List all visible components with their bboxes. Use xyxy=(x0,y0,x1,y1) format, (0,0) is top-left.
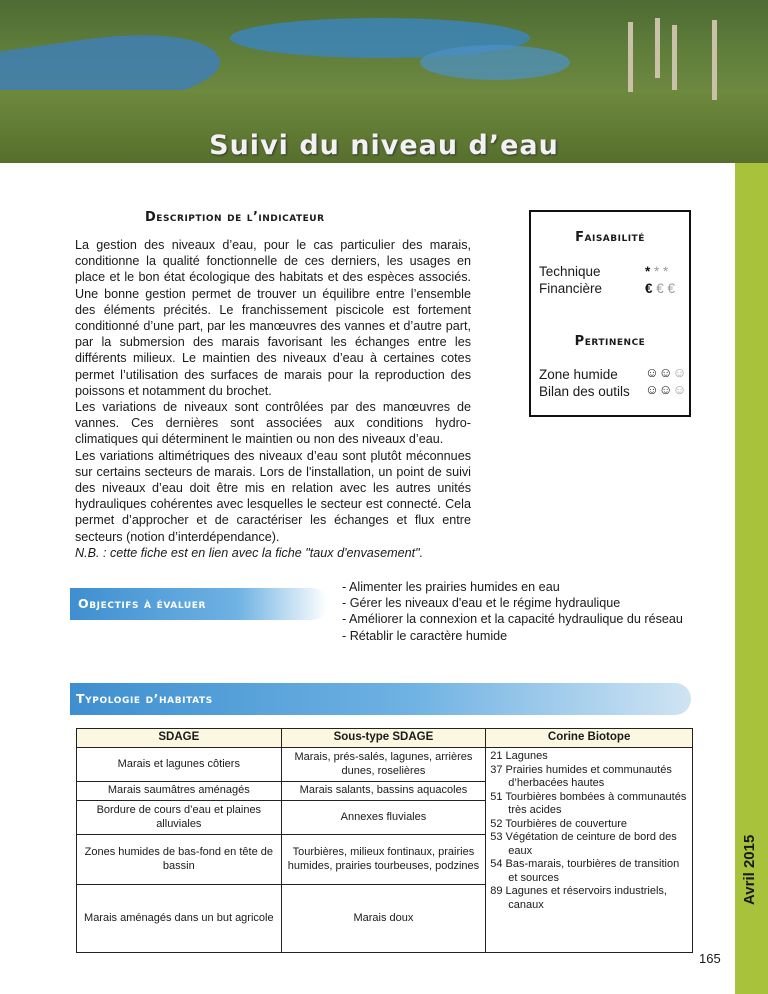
table-cell: Marais doux xyxy=(281,885,486,953)
wetland-rating xyxy=(645,365,686,380)
financial-label: Financière xyxy=(539,281,603,296)
description-paragraph: Les variations de niveaux sont contrôlées par des manœuvres de vannes. Ces dernières sont associées aux conditions hydro-climatiques qui déterminent le maintien ou non des niveaux d’eau. xyxy=(75,400,471,447)
table-cell: Marais, prés-salés, lagunes, arrières dunes, roselières xyxy=(281,748,486,782)
rating-filled: * xyxy=(645,264,651,279)
objectives-banner xyxy=(70,588,328,620)
tools-rating xyxy=(645,382,686,397)
table-cell: Marais salants, bassins aquacoles xyxy=(281,782,486,801)
page-title: Suivi du niveau d’eau xyxy=(209,130,559,161)
table-row xyxy=(77,748,693,782)
page-number: 165 xyxy=(699,951,721,966)
objective-item: - Améliorer la connexion et la capacité hydraulique du réseau xyxy=(342,612,683,627)
smiley-icon: ☺ xyxy=(672,382,687,397)
column-header: Corine Biotope xyxy=(486,729,693,748)
photo-fence-post xyxy=(628,22,633,92)
objective-item: - Rétablir le caractère humide xyxy=(342,628,508,643)
description-body xyxy=(75,237,471,561)
corine-item: 37 Prairies humides et communautés d’herbacées hautes xyxy=(490,763,672,789)
objective-item: - Alimenter les prairies humides en eau xyxy=(342,580,560,594)
side-band-date: Avril 2015 xyxy=(741,834,758,905)
relevance-heading: Pertinence xyxy=(574,334,646,349)
table-header-row xyxy=(77,729,693,748)
table-cell: Zones humides de bas-fond en tête de bassin xyxy=(77,835,282,885)
description-paragraph: Les variations altimétriques des niveaux d’eau sont plutôt méconnues sur certains secteurs de marais. Lors de l'installation, un point de suivi des niveaux d’eau doit être mis en relation avec les autres unités hydrauliques cohérentes avec lesquelles le secteur est connecté. Cela permet d’approcher et de caractériser les échanges et flux entre secteurs (notion d’interdépendance). xyxy=(75,448,471,544)
column-header: Sous-type SDAGE xyxy=(281,729,486,748)
corine-item: 21 Lagunes xyxy=(490,750,548,762)
corine-item: 89 Lagunes et réservoirs industriels, canaux xyxy=(490,885,667,911)
feasibility-heading: Faisabilité xyxy=(575,230,645,245)
objectives-list xyxy=(342,579,683,644)
table-cell: Bordure de cours d’eau et plaines alluviales xyxy=(77,801,282,835)
smiley-icon: ☺ xyxy=(672,365,687,380)
smiley-icon: ☺☺ xyxy=(645,382,673,397)
table-cell: Marais saumâtres aménagés xyxy=(77,782,282,801)
description-note: N.B. : cette fiche est en lien avec la fiche "taux d'envasement". xyxy=(75,545,424,560)
table-cell: Tourbières, milieux fontinaux, prairies humides, prairies tourbeuses, podzines xyxy=(281,835,486,885)
description-heading: Description de l’indicateur xyxy=(145,210,325,225)
corine-item: 54 Bas-marais, tourbières de transition et sources xyxy=(490,858,680,884)
habitat-table xyxy=(76,728,693,953)
technique-rating xyxy=(645,264,668,279)
photo-fence-post xyxy=(712,20,717,100)
photo-water xyxy=(420,45,570,80)
financial-rating xyxy=(645,281,675,296)
photo-fence-post xyxy=(655,18,660,78)
corine-item: 53 Végétation de ceinture de bord des eaux xyxy=(490,831,677,857)
rating-empty: * * xyxy=(650,264,669,279)
rating-filled: € xyxy=(645,281,653,296)
rating-empty: € € xyxy=(652,281,676,296)
typology-banner xyxy=(70,683,691,715)
photo-fence-post xyxy=(672,25,677,90)
table-cell: Marais aménagés dans un but agricole xyxy=(77,885,282,953)
corine-item: 51 Tourbières bombées à communautés très acides xyxy=(490,790,687,816)
typology-heading: Typologie d’habitats xyxy=(76,691,213,706)
description-paragraph: La gestion des niveaux d’eau, pour le cas particulier des marais, conditionne la qualité fonctionnelle de ces derniers, les usages en place et le bon état écologique des habitats et des espèces associés. Une bonne gestion permet de trouver un équilibre entre l’ensemble des éléments précités. Le franchissement piscicole est fortement conditionné d’une part, par les manœuvres des vannes et d’autre part, par la submersion des marais favorisant les échanges entre les différents milieux. Le maintien des niveaux d’eau à certaines cotes permet l’utilisation des surfaces de marais pour la reproduction des poissons et notamment du brochet. xyxy=(75,238,471,398)
smiley-icon: ☺☺ xyxy=(645,365,673,380)
objectives-heading: Objectifs à évaluer xyxy=(78,596,207,611)
header-photo xyxy=(0,0,768,163)
corine-list xyxy=(490,750,690,912)
technique-label: Technique xyxy=(539,264,601,279)
wetland-label: Zone humide xyxy=(539,367,618,382)
corine-item: 52 Tourbières de couverture xyxy=(490,817,628,830)
tools-label: Bilan des outils xyxy=(539,384,630,399)
objective-item: - Gérer les niveaux d'eau et le régime hydraulique xyxy=(342,596,621,611)
table-cell: Marais et lagunes côtiers xyxy=(77,748,282,782)
corine-cell xyxy=(486,748,693,953)
feasibility-box xyxy=(529,210,691,417)
column-header: SDAGE xyxy=(77,729,282,748)
table-cell: Annexes fluviales xyxy=(281,801,486,835)
